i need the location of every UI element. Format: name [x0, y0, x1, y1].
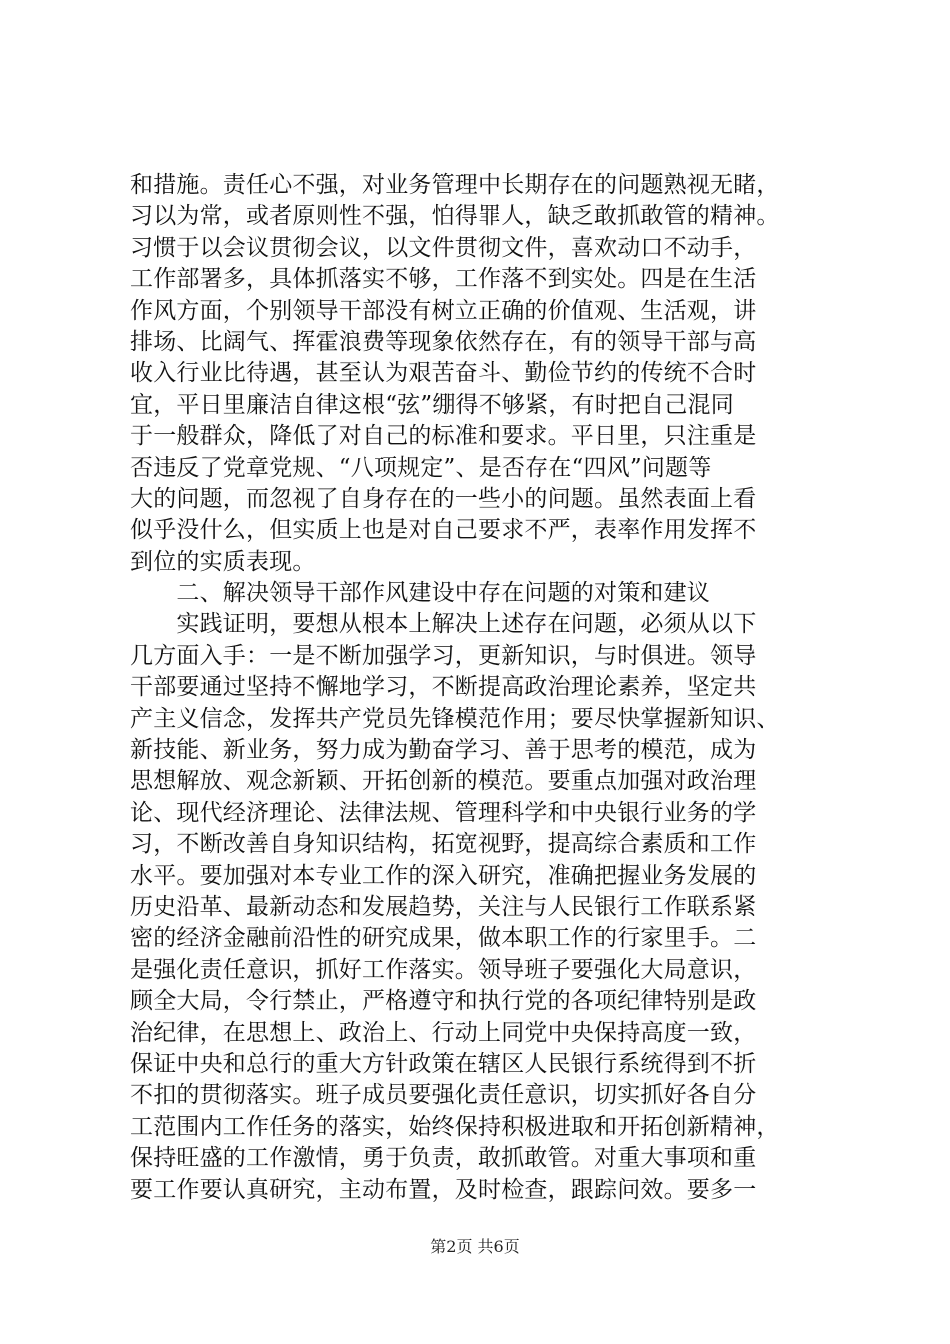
text-line: 保持旺盛的工作激情，勇于负责，敢抓敢管。对重大事项和重 [130, 1145, 757, 1172]
text-line: 论、现代经济理论、法律法规、管理科学和中央银行业务的学 [130, 799, 757, 826]
text-line: 干部要通过坚持不懈地学习，不断提高政治理论素养，坚定共 [130, 674, 757, 701]
section-heading: 二、解决领导干部作风建设中存在问题的对策和建议 [130, 580, 710, 607]
text-line: 到位的实质表现。 [130, 548, 316, 575]
text-line: 作风方面，个别领导干部没有树立正确的价值观、生活观，讲 [130, 297, 757, 324]
text-line: 大的问题，而忽视了自身存在的一些小的问题。虽然表面上看 [130, 485, 757, 512]
text-line: 习，不断改善自身知识结构，拓宽视野，提高综合素质和工作 [130, 831, 757, 858]
text-line: 是强化责任意识，抓好工作落实。领导班子要强化大局意识， [130, 956, 757, 983]
text-line: 产主义信念，发挥共产党员先锋模范作用；要尽快掌握新知识、 [130, 705, 780, 732]
text-line: 保证中央和总行的重大方针政策在辖区人民银行系统得到不折 [130, 1050, 757, 1077]
text-line: 似乎没什么，但实质上也是对自己要求不严，表率作用发挥不 [130, 517, 757, 544]
text-line: 思想解放、观念新颖、开拓创新的模范。要重点加强对政治理 [130, 768, 757, 795]
text-line: 新技能、新业务，努力成为勤奋学习、善于思考的模范，成为 [130, 737, 757, 764]
page-number-footer: 第2页 共6页 [430, 1237, 520, 1256]
text-line: 要工作要认真研究，主动布置，及时检查，跟踪问效。要多一 [130, 1176, 757, 1203]
text-line: 习惯于以会议贯彻会议，以文件贯彻文件，喜欢动口不动手， [130, 234, 757, 261]
text-line: 习以为常，或者原则性不强，怕得罪人，缺乏敢抓敢管的精神。 [130, 203, 780, 230]
text-line: 治纪律，在思想上、政治上、行动上同党中央保持高度一致， [130, 1019, 757, 1046]
text-line: 和措施。责任心不强，对业务管理中长期存在的问题熟视无睹， [130, 172, 780, 198]
text-line: 顾全大局，令行禁止，严格遵守和执行党的各项纪律特别是政 [130, 988, 757, 1015]
text-line: 宜，平日里廉洁自律这根“弦”绷得不够紧，有时把自己混同 [130, 391, 734, 418]
text-line: 水平。要加强对本专业工作的深入研究，准确把握业务发展的 [130, 862, 757, 889]
document-body [130, 170, 820, 1206]
text-line: 排场、比阔气、挥霍浪费等现象依然存在，有的领导干部与高 [130, 328, 757, 355]
text-line: 实践证明，要想从根本上解决上述存在问题，必须从以下 [130, 611, 757, 638]
text-line: 历史沿革、最新动态和发展趋势，关注与人民银行工作联系紧 [130, 893, 757, 920]
text-line: 不扣的贯彻落实。班子成员要强化责任意识，切实抓好各自分 [130, 1082, 757, 1109]
text-line: 工作部署多，具体抓落实不够，工作落不到实处。四是在生活 [130, 266, 757, 293]
text-line: 于一般群众，降低了对自己的标准和要求。平日里，只注重是 [130, 423, 757, 450]
text-line: 否违反了党章党规、“八项规定”、是否存在“四风”问题等 [130, 454, 712, 481]
text-line: 工范围内工作任务的落实，始终保持积极进取和开拓创新精神， [130, 1113, 780, 1140]
text-line: 收入行业比待遇，甚至认为艰苦奋斗、勤俭节约的传统不合时 [130, 360, 757, 387]
text-line: 密的经济金融前沿性的研究成果，做本职工作的行家里手。二 [130, 925, 757, 952]
text-line: 几方面入手：一是不断加强学习，更新知识，与时俱进。领导 [130, 642, 757, 669]
